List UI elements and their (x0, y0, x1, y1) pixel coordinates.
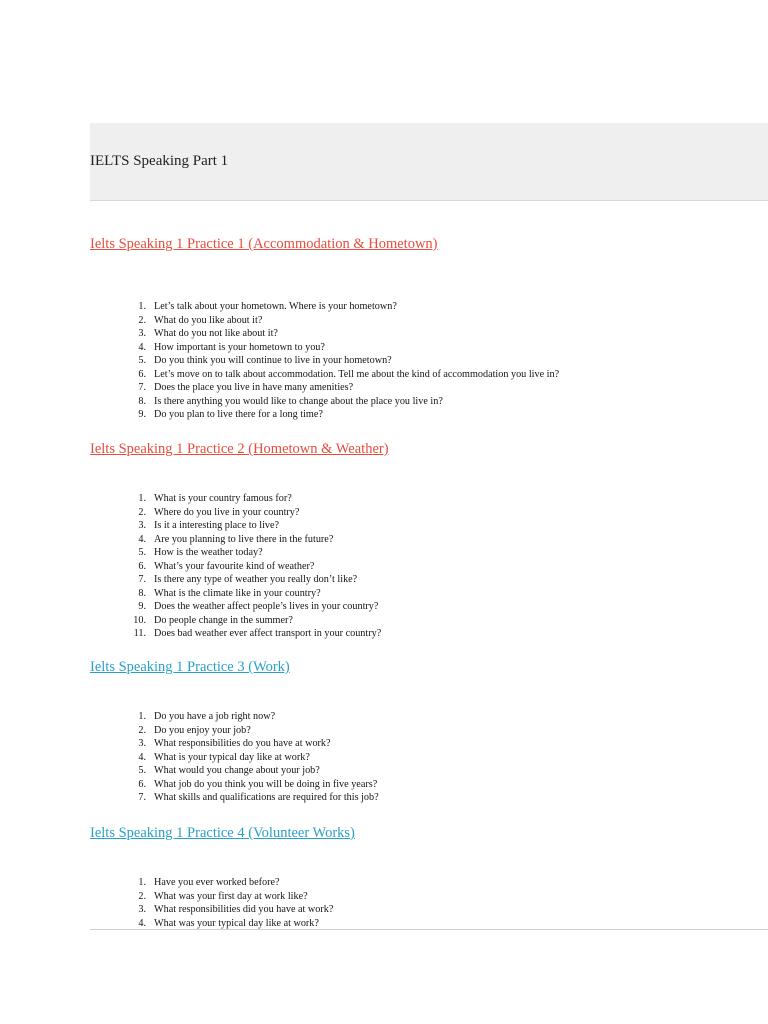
question-item (90, 560, 381, 574)
question-number: 7. (138, 574, 146, 585)
question-item (90, 751, 379, 765)
question-number: 7. (138, 382, 146, 393)
question-text: Do you think you will continue to live in your hometown? (154, 355, 392, 366)
question-number: 9. (138, 601, 146, 612)
question-text: Are you planning to live there in the future? (154, 533, 334, 545)
section-link-practice-1[interactable]: Ielts Speaking 1 Practice 1 (Accommodation & Hometown) (90, 236, 438, 252)
question-item (90, 519, 381, 533)
question-list-practice-2 (90, 492, 381, 641)
page-title: IELTS Speaking Part 1 (90, 153, 229, 169)
section-link-practice-3[interactable]: Ielts Speaking 1 Practice 3 (Work) (90, 659, 290, 675)
question-number: 3. (138, 738, 146, 749)
question-text: What skills and qualifications are required for this job? (154, 792, 379, 803)
question-number: 5. (138, 355, 146, 366)
question-text: Does the weather affect people’s lives in your country? (154, 601, 379, 612)
question-number: 1. (138, 493, 146, 504)
question-number: 4. (138, 341, 146, 353)
question-text: Does bad weather ever affect transport in your country? (154, 628, 382, 639)
question-item (90, 724, 379, 738)
question-text: What is the climate like in your country? (154, 587, 321, 599)
question-text: Does the place you live in have many amenities? (154, 382, 354, 393)
question-item (90, 710, 379, 724)
question-number: 4. (138, 533, 146, 545)
question-item (90, 791, 379, 805)
question-item (90, 903, 333, 917)
question-item (90, 737, 379, 751)
question-text: What do you like about it? (154, 314, 263, 326)
question-number: 5. (138, 547, 146, 558)
question-text: What was your first day at work like? (154, 890, 308, 902)
question-item (90, 573, 381, 587)
question-number: 1. (138, 877, 146, 888)
question-text: Is it a interesting place to live? (154, 520, 280, 531)
question-text: What responsibilities did you have at work? (154, 904, 334, 915)
question-text: Do you enjoy your job? (154, 724, 251, 736)
section-link-practice-4[interactable]: Ielts Speaking 1 Practice 4 (Volunteer Works) (90, 825, 355, 841)
question-text: How is the weather today? (154, 547, 263, 558)
question-item (90, 506, 381, 520)
question-number: 6. (138, 560, 146, 572)
section-practice-4 (90, 824, 768, 929)
section-practice-2 (90, 440, 768, 639)
question-number: 2. (138, 890, 146, 902)
question-number: 8. (138, 395, 146, 407)
question-item (90, 627, 381, 641)
question-number: 3. (138, 520, 146, 531)
question-item (90, 764, 379, 778)
question-text: What do you not like about it? (154, 328, 278, 339)
question-text: Let’s talk about your hometown. Where is your hometown? (154, 301, 397, 312)
question-text: Is there any type of weather you really don’t like? (154, 574, 358, 585)
question-text: What is your typical day like at work? (154, 751, 310, 763)
question-item (90, 614, 381, 628)
question-text: How important is your hometown to you? (154, 341, 325, 353)
question-number: 7. (138, 792, 146, 803)
question-list-practice-1 (90, 300, 559, 422)
question-item (90, 600, 381, 614)
question-list-practice-3 (90, 710, 379, 805)
question-item (90, 876, 333, 890)
question-number: 1. (138, 711, 146, 722)
question-number: 4. (138, 751, 146, 763)
question-item (90, 533, 381, 547)
section-link-practice-2[interactable]: Ielts Speaking 1 Practice 2 (Hometown & Weather) (90, 441, 389, 457)
question-number: 2. (138, 314, 146, 326)
question-item (90, 300, 559, 314)
section-practice-3 (90, 658, 768, 803)
question-item (90, 395, 559, 409)
question-text: What would you change about your job? (154, 765, 320, 776)
question-number: 2. (138, 506, 146, 518)
question-number: 8. (138, 587, 146, 599)
question-number: 9. (138, 409, 146, 420)
question-item (90, 546, 381, 560)
question-item (90, 408, 559, 422)
header-band (90, 123, 768, 201)
question-number: 11. (133, 628, 146, 639)
question-item (90, 341, 559, 355)
bottom-divider (90, 929, 768, 930)
question-text: Do you plan to live there for a long time? (154, 409, 323, 420)
question-number: 1. (138, 301, 146, 312)
question-item (90, 587, 381, 601)
question-text: Where do you live in your country? (154, 506, 300, 518)
question-text: What job do you think you will be doing in five years? (154, 778, 378, 790)
section-practice-1 (90, 235, 768, 420)
question-text: What was your typical day like at work? (154, 917, 319, 929)
question-text: What’s your favourite kind of weather? (154, 560, 315, 572)
question-item (90, 314, 559, 328)
question-number: 3. (138, 328, 146, 339)
question-number: 6. (138, 778, 146, 790)
question-number: 2. (138, 724, 146, 736)
question-item (90, 917, 333, 931)
question-item (90, 778, 379, 792)
question-number: 10. (133, 614, 146, 626)
question-number: 4. (138, 917, 146, 929)
question-number: 6. (138, 368, 146, 380)
question-text: What responsibilities do you have at work? (154, 738, 331, 749)
question-item (90, 354, 559, 368)
question-number: 3. (138, 904, 146, 915)
question-text: What is your country famous for? (154, 493, 292, 504)
question-text: Have you ever worked before? (154, 877, 280, 888)
question-text: Do people change in the summer? (154, 614, 293, 626)
question-text: Let’s move on to talk about accommodation. Tell me about the kind of accommodation you live in? (154, 368, 560, 380)
question-number: 5. (138, 765, 146, 776)
question-item (90, 492, 381, 506)
question-text: Is there anything you would like to change about the place you live in? (154, 395, 443, 407)
question-item (90, 327, 559, 341)
question-item (90, 890, 333, 904)
question-item (90, 368, 559, 382)
question-list-practice-4 (90, 876, 333, 930)
question-text: Do you have a job right now? (154, 711, 276, 722)
question-item (90, 381, 559, 395)
